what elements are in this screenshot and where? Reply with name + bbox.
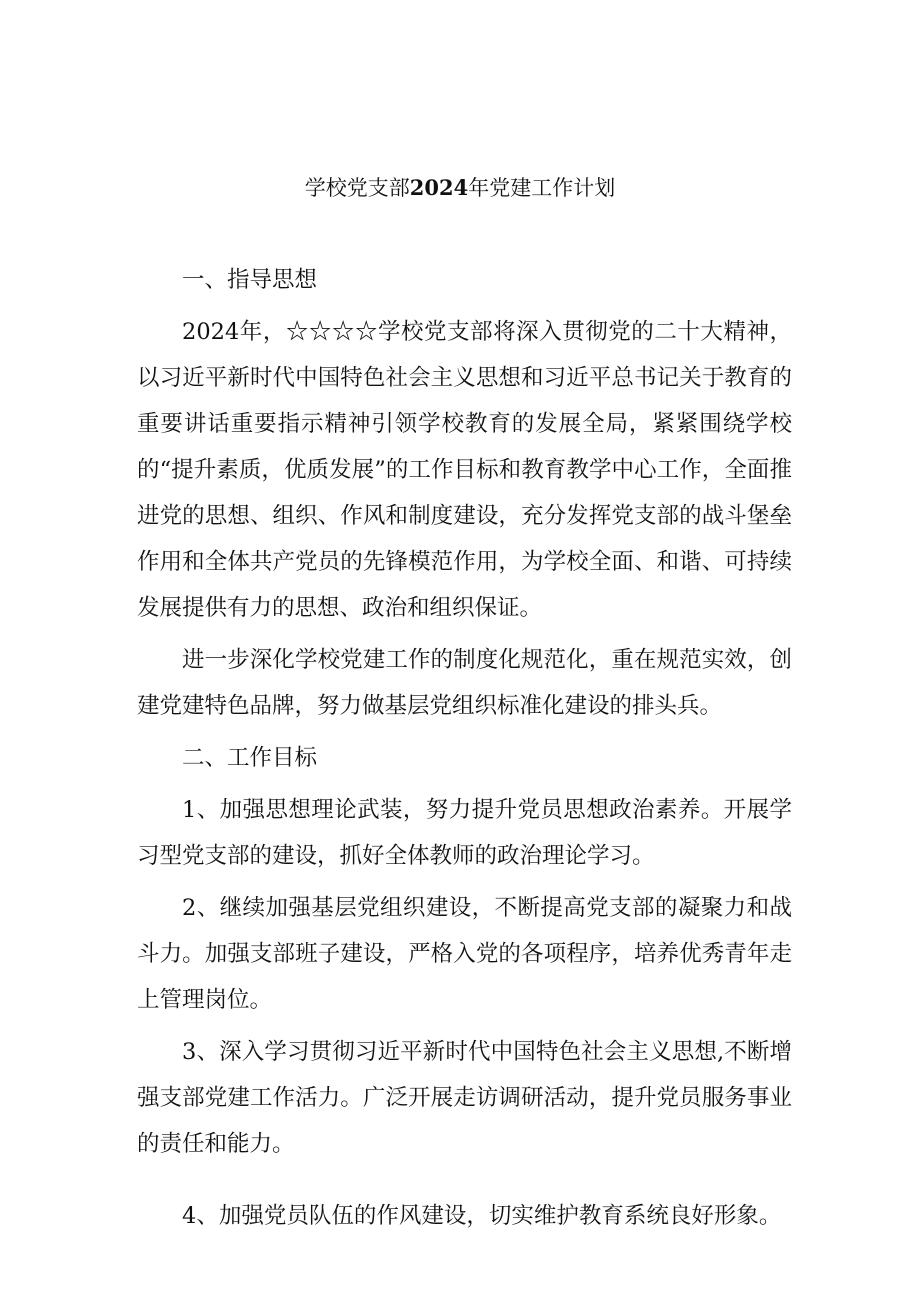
section-heading-guiding-ideology: 一、指导思想 xyxy=(182,267,318,293)
title-suffix: 年党建工作计划 xyxy=(468,176,616,200)
document-title xyxy=(0,172,920,202)
paragraph-goal-2: 2、继续加强基层党组织建设，不断提高党支部的凝聚力和战斗力。加强支部班子建设，严格入党的各项程序，培养优秀青年走上管理岗位。 xyxy=(137,895,792,1013)
title-prefix: 学校党支部 xyxy=(304,176,410,200)
document-body xyxy=(137,257,792,1239)
title-year: 2024 xyxy=(409,175,469,200)
section-heading-work-goals: 二、工作目标 xyxy=(182,745,318,771)
paragraph-deepen-party-building: 进一步深化学校党建工作的制度化规范化，重在规范实效，创建党建特色品牌，努力做基层党组织标准化建设的排头兵。 xyxy=(137,647,792,719)
paragraph-goal-3: 3、深入学习贯彻习近平新时代中国特色社会主义思想,不断增强支部党建工作活力。广泛开展走访调研活动，提升党员服务事业的责任和能力。 xyxy=(137,1039,792,1157)
paragraph-goal-1: 1、加强思想理论武装，努力提升党员思想政治素养。开展学习型党支部的建设，抓好全体教师的政治理论学习。 xyxy=(137,797,792,869)
paragraph-guiding-ideology: 2024年，☆☆☆☆学校党支部将深入贯彻党的二十大精神，以习近平新时代中国特色社会主义思想和习近平总书记关于教育的重要讲话重要指示精神引领学校教育的发展全局，紧紧围绕学校的“提升素质，优质发展”的工作目标和教育教学中心工作，全面推进党的思想、组织、作风和制度建设，充分发挥党支部的战斗堡垒作用和全体共产党员的先锋模范作用，为学校全面、和谐、可持续发展提供有力的思想、政治和组织保证。 xyxy=(137,319,792,621)
paragraph-goal-4: 4、加强党员队伍的作风建设，切实维护教育系统良好形象。 xyxy=(182,1203,782,1229)
spacer xyxy=(137,1167,792,1193)
